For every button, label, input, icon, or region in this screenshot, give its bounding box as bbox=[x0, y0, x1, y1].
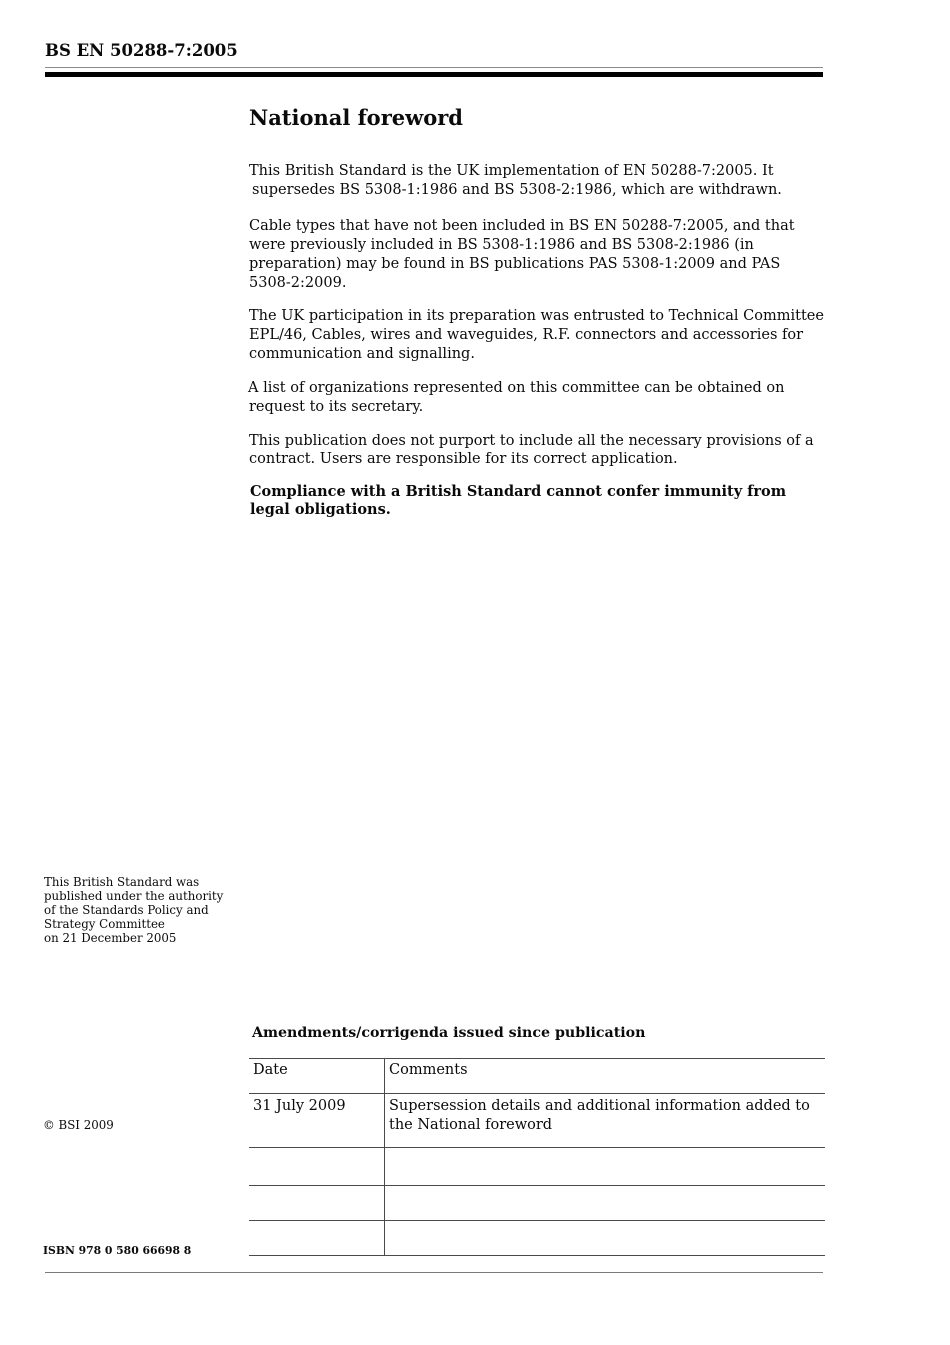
paragraph-line: request to its secretary. bbox=[249, 399, 424, 415]
paragraph-line: 5308-2:2009. bbox=[249, 275, 347, 291]
table-row-empty bbox=[249, 1221, 825, 1256]
paragraph-line: This publication does not purport to include all the necessary provisions of a bbox=[249, 433, 814, 449]
publication-note-line: on 21 December 2005 bbox=[44, 931, 177, 945]
paragraph-cable-types bbox=[249, 217, 795, 293]
page-title: National foreword bbox=[249, 105, 463, 130]
cell-comments-line: Supersession details and additional information added to bbox=[389, 1098, 810, 1114]
publication-note-line: published under the authority bbox=[44, 889, 224, 903]
amendments-table bbox=[249, 1058, 825, 1256]
cell-comments-line: the National foreword bbox=[389, 1117, 553, 1133]
cell-date bbox=[249, 1148, 385, 1186]
paragraph-line: This British Standard is the UK implementation of EN 50288-7:2005. It bbox=[249, 163, 774, 179]
header-rule-thick bbox=[45, 72, 823, 77]
paragraph-compliance bbox=[250, 483, 786, 519]
column-header-date: Date bbox=[249, 1059, 385, 1094]
paragraph-line: Cable types that have not been included in BS EN 50288-7:2005, and that bbox=[249, 218, 795, 234]
document-id-header: BS EN 50288-7:2005 bbox=[45, 41, 238, 60]
paragraph-line: EPL/46, Cables, wires and waveguides, R.F. connectors and accessories for bbox=[249, 327, 804, 343]
publication-note-line: This British Standard was bbox=[44, 875, 200, 889]
paragraph-line: contract. Users are responsible for its correct application. bbox=[249, 451, 678, 467]
header-rule-thin bbox=[45, 67, 823, 68]
cell-comments bbox=[385, 1148, 826, 1186]
publication-note bbox=[44, 875, 223, 945]
paragraph-line: preparation) may be found in BS publications PAS 5308-1:2009 and PAS bbox=[249, 256, 781, 272]
cell-date: 31 July 2009 bbox=[249, 1094, 385, 1148]
paragraph-organizations bbox=[248, 379, 784, 417]
publication-note-line: Strategy Committee bbox=[44, 917, 165, 931]
table-row-empty bbox=[249, 1186, 825, 1221]
cell-date bbox=[249, 1186, 385, 1221]
paragraph-line: were previously included in BS 5308-1:1986 and BS 5308-2:1986 (in bbox=[249, 237, 754, 253]
paragraph-provisions bbox=[249, 432, 814, 468]
table-header-row bbox=[249, 1059, 825, 1094]
cell-comments bbox=[385, 1221, 826, 1256]
table-row-empty bbox=[249, 1148, 825, 1186]
paragraph-line: communication and signalling. bbox=[249, 346, 475, 362]
paragraph-line: The UK participation in its preparation was entrusted to Technical Committee bbox=[249, 308, 824, 324]
paragraph-line: legal obligations. bbox=[250, 501, 391, 518]
copyright-notice: © BSI 2009 bbox=[43, 1118, 114, 1132]
amendments-title: Amendments/corrigenda issued since publication bbox=[252, 1025, 646, 1041]
footer-rule bbox=[45, 1272, 823, 1273]
column-header-comments: Comments bbox=[385, 1059, 826, 1094]
paragraph-uk-participation bbox=[249, 307, 824, 364]
paragraph-line: supersedes BS 5308-1:1986 and BS 5308-2:1986, which are withdrawn. bbox=[252, 182, 782, 198]
paragraph-line: A list of organizations represented on this committee can be obtained on bbox=[248, 380, 785, 396]
paragraph-line: Compliance with a British Standard cannot confer immunity from bbox=[250, 483, 787, 500]
paragraph-implementation bbox=[249, 162, 782, 200]
cell-date bbox=[249, 1221, 385, 1256]
table-row bbox=[249, 1094, 825, 1148]
publication-note-line: of the Standards Policy and bbox=[44, 903, 209, 917]
cell-comments bbox=[385, 1186, 826, 1221]
isbn-number: ISBN 978 0 580 66698 8 bbox=[43, 1244, 192, 1257]
cell-comments bbox=[385, 1094, 826, 1148]
